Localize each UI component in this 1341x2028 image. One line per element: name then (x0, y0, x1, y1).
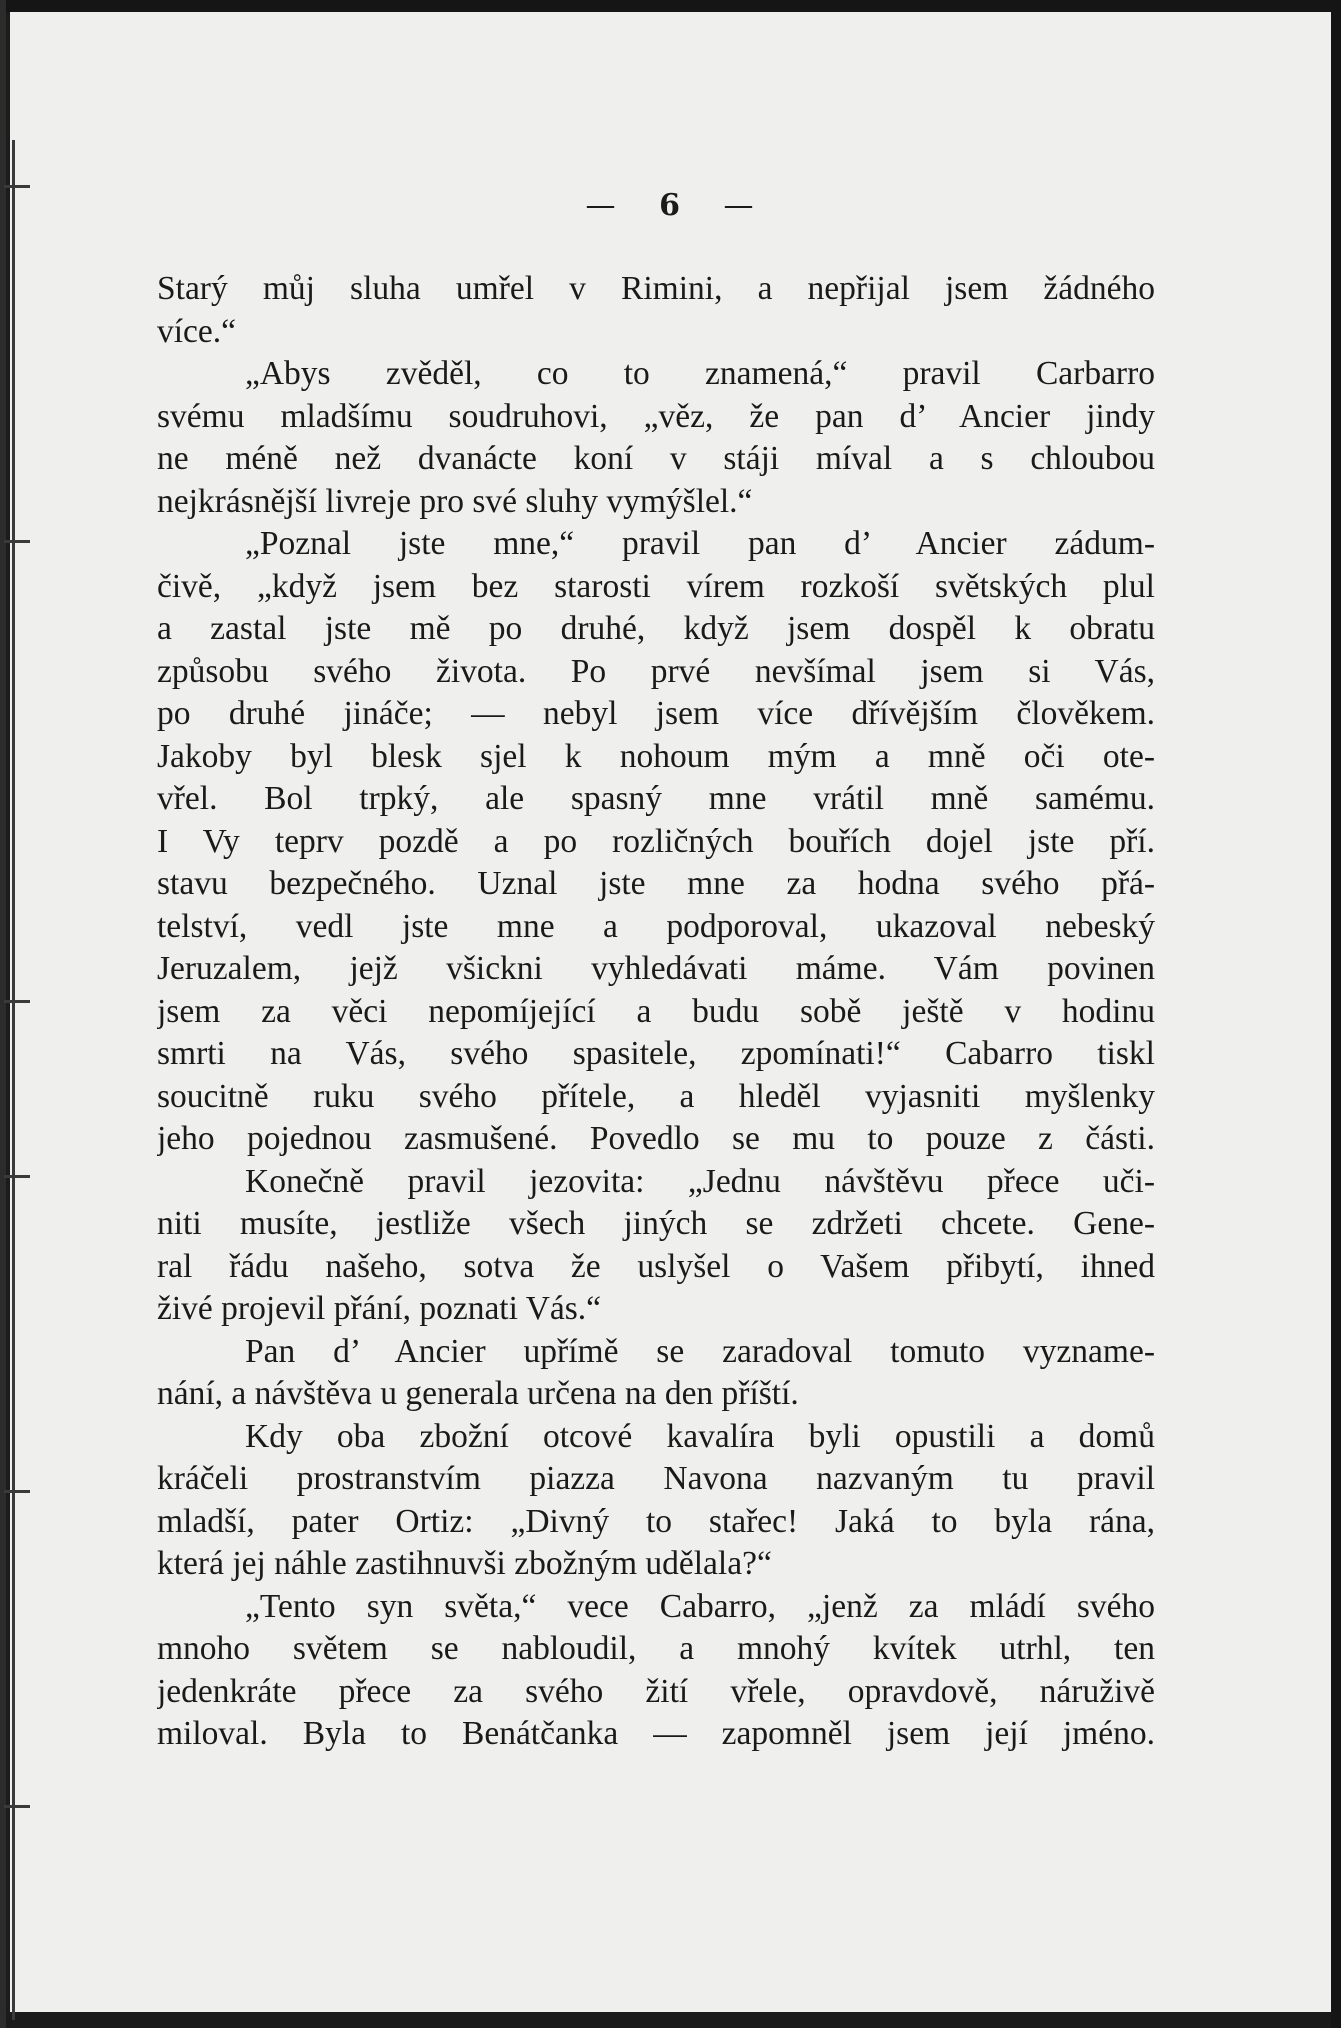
binding-tick (4, 1175, 30, 1178)
text-line: která jej náhle zastihnuvši zbožným udělala?“ (157, 1545, 772, 1582)
text-line: Jakoby byl blesk sjel k nohoum mým a mně oči ote- (157, 737, 1155, 775)
header-dash-right: — (723, 188, 756, 223)
text-line: způsobu svého života. Po prvé nevšímal jsem si Vás, (157, 652, 1155, 690)
text-line: vřel. Bol trpký, ale spasný mne vrátil mně samému. (157, 780, 1155, 817)
text-line: niti musíte, jestliže všech jiných se zdržeti chcete. Gene- (157, 1205, 1155, 1242)
text-line: kráčeli prostranstvím piazza Navona nazvaným tu pravil (157, 1460, 1155, 1497)
text-line: nejkrásnější livreje pro své sluhy vymýšlel.“ (157, 482, 753, 520)
text-line: a zastal jste mě po druhé, když jsem dospěl k obratu (157, 610, 1155, 647)
text-line: Starý můj sluha umřel v Rimini, a nepřijal jsem žádného (157, 270, 1155, 307)
text-line: nání, a návštěva u generala určena na den příští. (157, 1375, 799, 1412)
text-line: ne méně než dvanácte koní v stáji míval a s chloubou (157, 440, 1155, 477)
text-line: Kdy oba zbožní otcové kavalíra byli opustili a domů (245, 1417, 1155, 1455)
text-line: „Abys zvěděl, co to znamená,“ pravil Carbarro (245, 355, 1155, 392)
text-line: mladší, pater Ortiz: „Divný to stařec! Jaká to byla rána, (157, 1502, 1155, 1540)
text-line: jeho pojednou zasmušené. Povedlo se mu to pouze z části. (157, 1120, 1155, 1157)
text-line: Konečně pravil jezovita: „Jednu návštěvu přece uči- (245, 1162, 1155, 1200)
page-number: 6 (659, 188, 682, 223)
scan-edge-bottom (0, 2012, 1341, 2028)
text-line: Jeruzalem, jejž všickni vyhledávati máme. Vám povinen (157, 950, 1155, 987)
text-line: stavu bezpečného. Uznal jste mne za hodna svého přá- (157, 865, 1155, 902)
text-line: miloval. Byla to Benátčanka — zapomněl jsem její jméno. (157, 1715, 1155, 1752)
text-line: telství, vedl jste mne a podporoval, ukazoval nebeský (157, 907, 1155, 945)
binding-tick (4, 1490, 30, 1493)
scan-edge-left (0, 0, 6, 2028)
header-dash-left: — (585, 188, 618, 223)
binding-margin-line (12, 140, 15, 2020)
scan-edge-top (0, 0, 1341, 12)
text-line: smrti na Vás, svého spasitele, zpomínati!“ Cabarro tiskl (157, 1035, 1155, 1072)
text-line: živé projevil přání, poznati Vás.“ (157, 1290, 602, 1327)
body-text (157, 268, 1155, 1756)
scan-edge-right (1331, 0, 1341, 2028)
text-line: jsem za věci nepomíjející a budu sobě ještě v hodinu (157, 992, 1155, 1030)
text-line: „Poznal jste mne,“ pravil pan d’ Ancier zádum- (245, 525, 1155, 562)
text-line: Pan d’ Ancier upřímě se zaradoval tomuto vyzname- (245, 1332, 1155, 1370)
text-line: po druhé jináče; — nebyl jsem více dřívějším člověkem. (157, 695, 1155, 732)
text-line: mnoho světem se nabloudil, a mnohý kvítek utrhl, ten (157, 1630, 1155, 1667)
text-line: jedenkráte přece za svého žití vřele, opravdově, náruživě (157, 1672, 1155, 1710)
text-line: více.“ (157, 312, 237, 350)
binding-tick (4, 1805, 30, 1808)
text-line: „Tento syn světa,“ vece Cabarro, „jenž za mládí svého (245, 1587, 1155, 1625)
binding-tick (4, 1000, 30, 1003)
text-line: svému mladšímu soudruhovi, „věz, že pan d’ Ancier jindy (157, 397, 1155, 435)
text-line: ral řádu našeho, sotva že uslyšel o Vašem přibytí, ihned (157, 1247, 1155, 1285)
text-line: soucitně ruku svého přítele, a hleděl vyjasniti myšlenky (157, 1077, 1155, 1115)
text-line: I Vy teprv pozdě a po rozličných bouřích dojel jste pří. (157, 822, 1155, 860)
page-header (0, 188, 1341, 223)
text-line: čivě, „když jsem bez starosti vírem rozkoší světských plul (157, 567, 1155, 605)
binding-tick (4, 540, 30, 543)
